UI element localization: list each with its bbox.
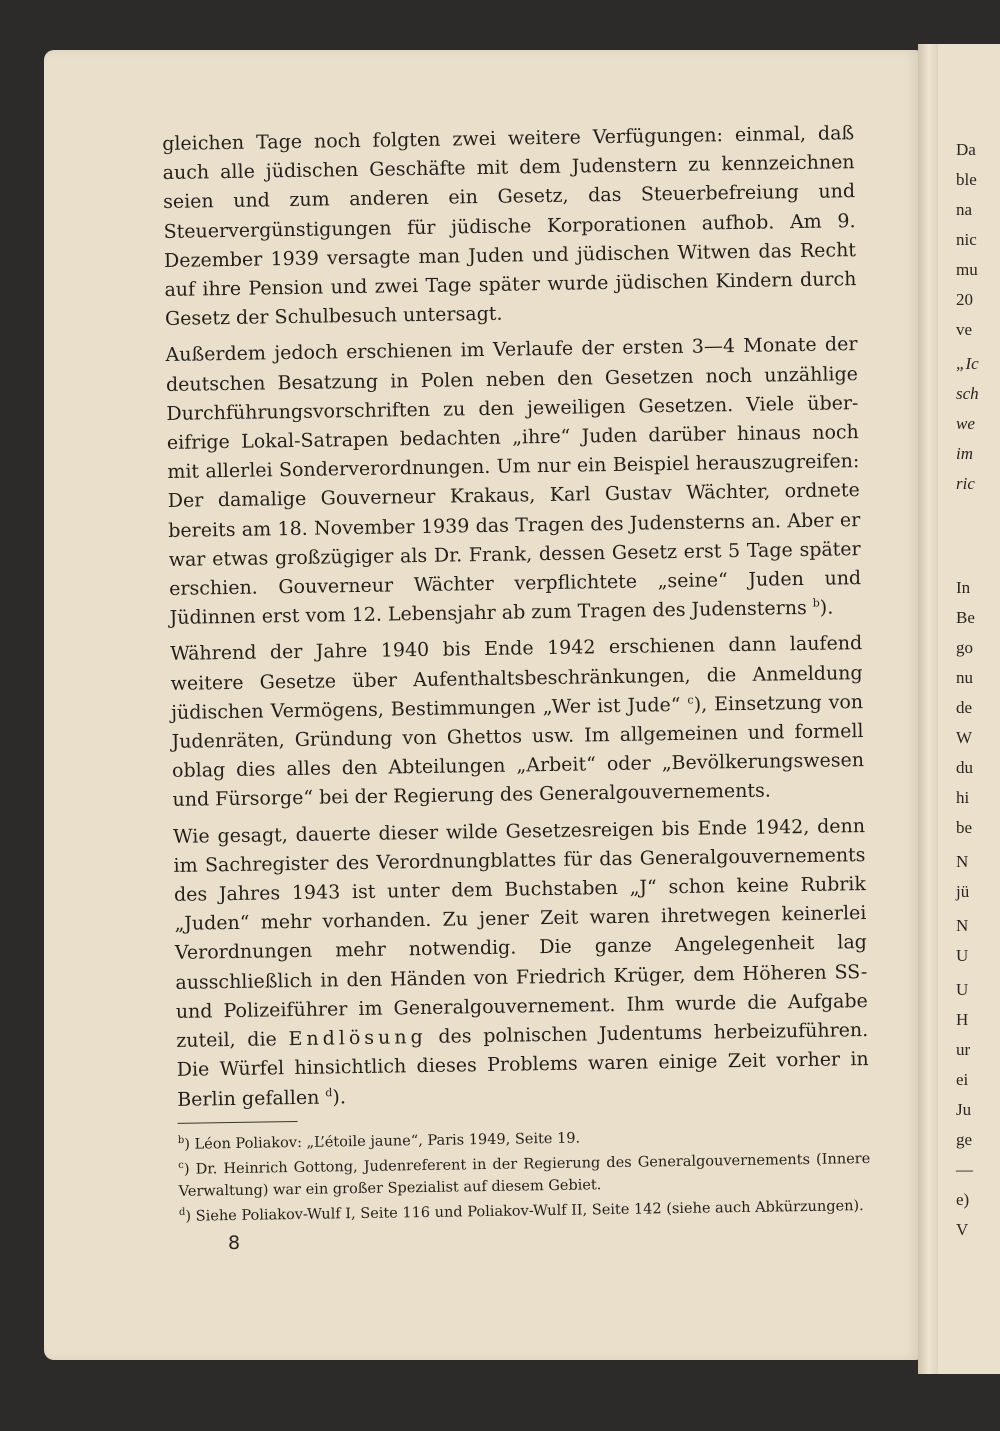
paragraph (173, 812, 870, 1115)
facing-page-fragment: 20 (956, 290, 973, 309)
footnote-divider (178, 1121, 298, 1124)
facing-page-fragment: — (956, 1160, 973, 1179)
paragraph-text: des polnischen Judentums herbeizuführen. Die Würfel hinsichtlich dieses Problems waren einige Zeit vorher in Berlin gefallen (176, 1019, 869, 1111)
book-page-right-edge (938, 44, 1000, 1374)
facing-page-fragment: W (956, 728, 973, 747)
facing-page-fragment: mu (956, 260, 978, 279)
facing-page-fragment: Da (956, 140, 976, 159)
facing-page-fragment: V (956, 1220, 969, 1239)
facing-page-fragment: ur (956, 1040, 971, 1059)
facing-page-fragment: sch (956, 384, 979, 403)
footnotes (178, 1123, 871, 1228)
footnote-mark: c (178, 1159, 184, 1171)
facing-page-fragment: ric (956, 474, 975, 493)
facing-page-fragment: Ju (956, 1100, 972, 1119)
paragraph (162, 119, 857, 334)
facing-page-fragment: hi (956, 788, 970, 807)
facing-page-fragment: jü (956, 882, 970, 901)
facing-page-fragment: U (956, 946, 969, 965)
facing-page-fragment: In (956, 578, 971, 597)
facing-page-fragment: im (956, 444, 973, 463)
facing-page-fragment: we (956, 414, 975, 433)
footnote-mark: b (177, 1134, 185, 1146)
facing-page-fragment: U (956, 980, 969, 999)
footnote-reference: d (325, 1085, 333, 1099)
facing-page-fragment: na (956, 200, 973, 219)
facing-page-fragment: „Ic (956, 354, 979, 373)
footnote-reference: b (812, 596, 820, 610)
emphasized-term: Endlösung (288, 1026, 427, 1051)
facing-page-fragment: nic (956, 230, 977, 249)
paragraph-text: ), Einsetzung von Judenräten, Gründung von Ghettos usw. Im allgemeinen und formell oblag dies alles den Abteilungen „Arbeit“ oder „Bevölkerungswesen und Fürsorge“ bei der Regierung des Generalgouvernements. (171, 690, 865, 812)
facing-page-fragment: ei (956, 1070, 969, 1089)
facing-page-fragment: H (956, 1010, 969, 1029)
facing-page-fragment: go (956, 638, 973, 657)
paragraph-text: Wie gesagt, dauerte dieser wilde Gesetzesreigen bis Ende 1942, denn im Sachregister des Verordnungblattes für das Generalgouvernements des Jahres 1943 ist unter dem Buchstaben „J“ schon keine Rubrik „Juden“ mehr vorhanden. Zu jener Zeit waren ihretwegen keinerlei Verordnungen mehr notwendig. Die ganze Angelegenheit lag ausschließlich in den Händen von Friedrich Krüger, dem Höheren SS- und Polizeiführer im Generalgouvernement. Ihm wurde die Aufgabe zuteil, die (172, 814, 868, 1052)
facing-page-fragment: e) (956, 1190, 970, 1209)
facing-page-fragment: be (956, 818, 973, 837)
page-number: 8 (228, 1232, 241, 1254)
footnote-text: ) Dr. Heinrich Gottong, Judenreferent in der Regierung des Generalgouvernements (Innere Verwaltung) war ein großer Spezialist auf diesem Gebiet. (178, 1150, 871, 1200)
footnote-reference: c (687, 693, 694, 707)
paragraph-text: Während der Jahre 1940 bis Ende 1942 erschienen dann laufend weitere Gesetze über Aufenthaltsbeschränkungen, die Anmeldung jüdischen Vermögens, Bestimmungen „Wer ist Jude“ (170, 632, 863, 724)
paragraph (165, 331, 862, 634)
facing-page-fragment: ge (956, 1130, 973, 1149)
paragraph (170, 630, 865, 816)
footnote (178, 1148, 871, 1203)
facing-page-fragment: nu (956, 668, 973, 687)
paragraph-text: ). (332, 1085, 347, 1108)
facing-page-fragment: ble (956, 170, 977, 189)
footnote-text: ) Siehe Poliakov-Wulf I, Seite 116 und Poliakov-Wulf II, Seite 142 (siehe auch Abkürzungen). (185, 1197, 864, 1225)
facing-page-fragment: Be (956, 608, 975, 627)
facing-page-fragment: de (956, 698, 973, 717)
facing-page-fragment: du (956, 758, 973, 777)
facing-page-fragment: N (956, 916, 969, 935)
facing-page-fragment: N (956, 852, 969, 871)
footnote-text: ) Léon Poliakov: „L’étoile jaune“, Paris 1949, Seite 19. (184, 1130, 581, 1153)
facing-page-fragment: ve (956, 320, 973, 339)
footnote-mark: d (178, 1206, 186, 1218)
page-text-block (162, 119, 871, 1230)
paragraph-text: Außerdem jedoch erschienen im Verlaufe der ersten 3—4 Monate der deutschen Besatzung in Polen neben den Gesetzen noch unzählige Durchführungsvorschriften zu den jeweiligen Gesetzen. Viele über-eifrige Lokal-Satrapen bedachten „ihre“ Juden darüber hinaus noch mit allerlei Sonderverordnungen. Um nur ein Beispiel herauszugreifen: Der damalige Gouverneur Krakaus, Karl Gustav Wächter, ordnete bereits am 18. November 1939 das Tragen des Judensterns an. Aber er war etwas großzügiger als Dr. Frank, dessen Gesetz erst 5 Tage später erschien. Gouverneur Wächter verpflichtete „seine“ Juden und Jüdinnen erst vom 12. Lebensjahr ab zum Tragen des Judensterns (165, 333, 862, 630)
paragraph-text: gleichen Tage noch folgten zwei weitere Verfügungen: einmal, daß auch alle jüdischen Geschäfte mit dem Judenstern zu kennzeichnen seien und zum anderen ein Gesetz, das Steuerbefreiung und Steuervergünstigungen für jüdische Korporationen aufhob. Am 9. Dezember 1939 versagte man Juden und jüdischen Witwen das Recht auf ihre Pension und zwei Tage später wurde jüdischen Kindern durch Gesetz der Schulbesuch untersagt. (162, 122, 857, 331)
paragraph-text: ). (819, 596, 834, 619)
